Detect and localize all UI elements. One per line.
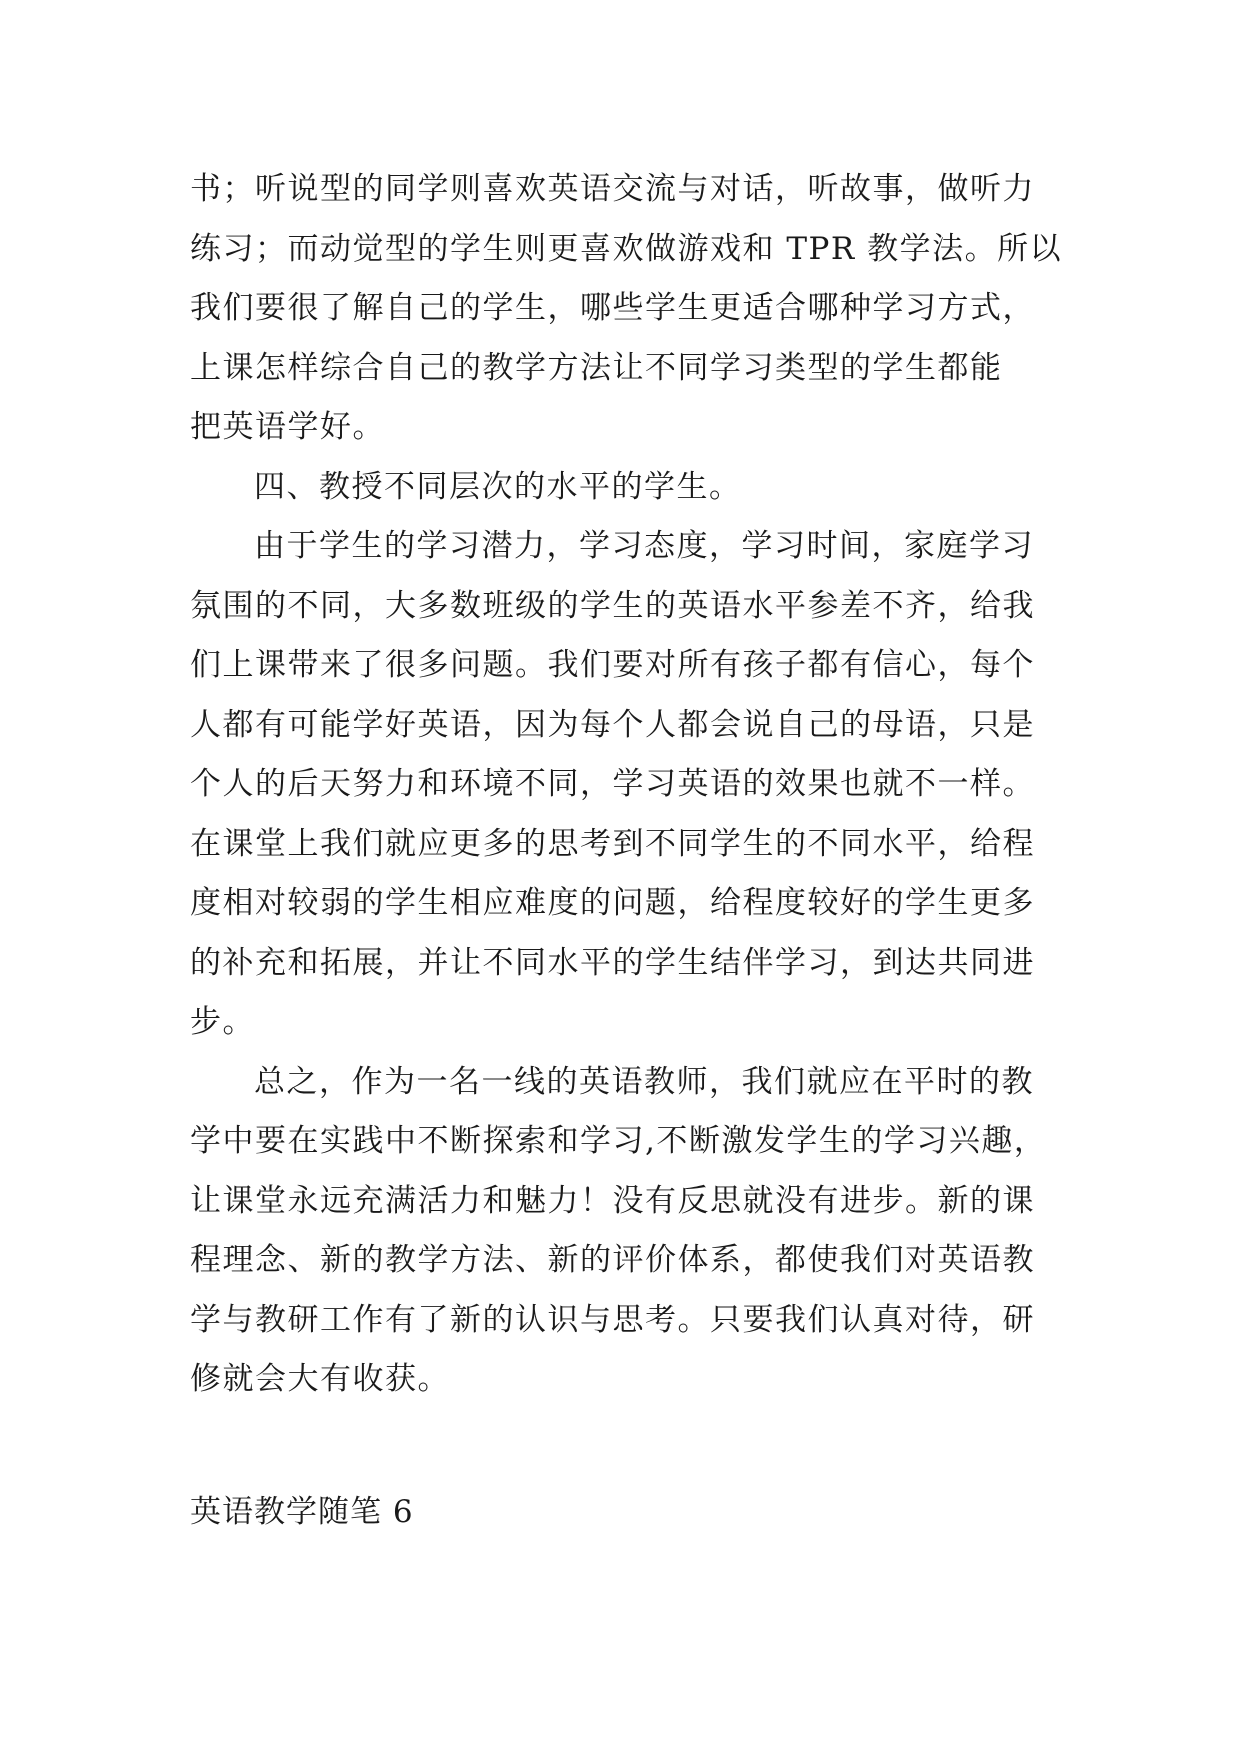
text-line: 个人的后天努力和环境不同，学习英语的效果也就不一样。 [190, 766, 1035, 802]
text-line: 上课怎样综合自己的教学方法让不同学习类型的学生都能 [190, 349, 1003, 386]
text-line: 修就会大有收获。 [190, 1361, 450, 1397]
text-line: 书；听说型的同学则喜欢英语交流与对话，听故事，做听力 [190, 171, 1035, 207]
document-body [190, 160, 1070, 1410]
text-line: 们上课带来了很多问题。我们要对所有孩子都有信心，每个 [190, 647, 1035, 683]
paragraph-start: 由于学生的学习潜力，学习态度，学习时间，家庭学习 [254, 528, 1034, 564]
text-line: 学中要在实践中不断探索和学习,不断激发学生的学习兴趣， [190, 1123, 1047, 1159]
text-line: 程理念、新的教学方法、新的评价体系，都使我们对英语教 [190, 1242, 1035, 1278]
text-line: 把英语学好。 [190, 409, 385, 445]
text-line: 让课堂永远充满活力和魅力！没有反思就没有进步。新的课 [190, 1182, 1035, 1219]
text-line: 度相对较弱的学生相应难度的问题，给程度较好的学生更多 [190, 885, 1035, 921]
text-line: 在课堂上我们就应更多的思考到不同学生的不同水平，给程 [190, 825, 1035, 862]
next-section-title: 英语教学随笔 6 [190, 1494, 414, 1530]
text-line: 的补充和拓展，并让不同水平的学生结伴学习，到达共同进 [190, 944, 1035, 981]
text-line: 练习；而动觉型的学生则更喜欢做游戏和 TPR 教学法。所以 [190, 230, 1063, 267]
text-line: 步。 [190, 1004, 255, 1040]
paragraph-start: 总之，作为一名一线的英语教师，我们就应在平时的教 [254, 1063, 1034, 1100]
section-heading-four: 四、教授不同层次的水平的学生。 [254, 468, 742, 505]
text-line: 我们要很了解自己的学生，哪些学生更适合哪种学习方式， [190, 290, 1035, 326]
text-line: 人都有可能学好英语，因为每个人都会说自己的母语，只是 [190, 706, 1035, 743]
text-line: 学与教研工作有了新的认识与思考。只要我们认真对待，研 [190, 1301, 1035, 1338]
text-line: 氛围的不同，大多数班级的学生的英语水平参差不齐，给我 [190, 587, 1035, 624]
